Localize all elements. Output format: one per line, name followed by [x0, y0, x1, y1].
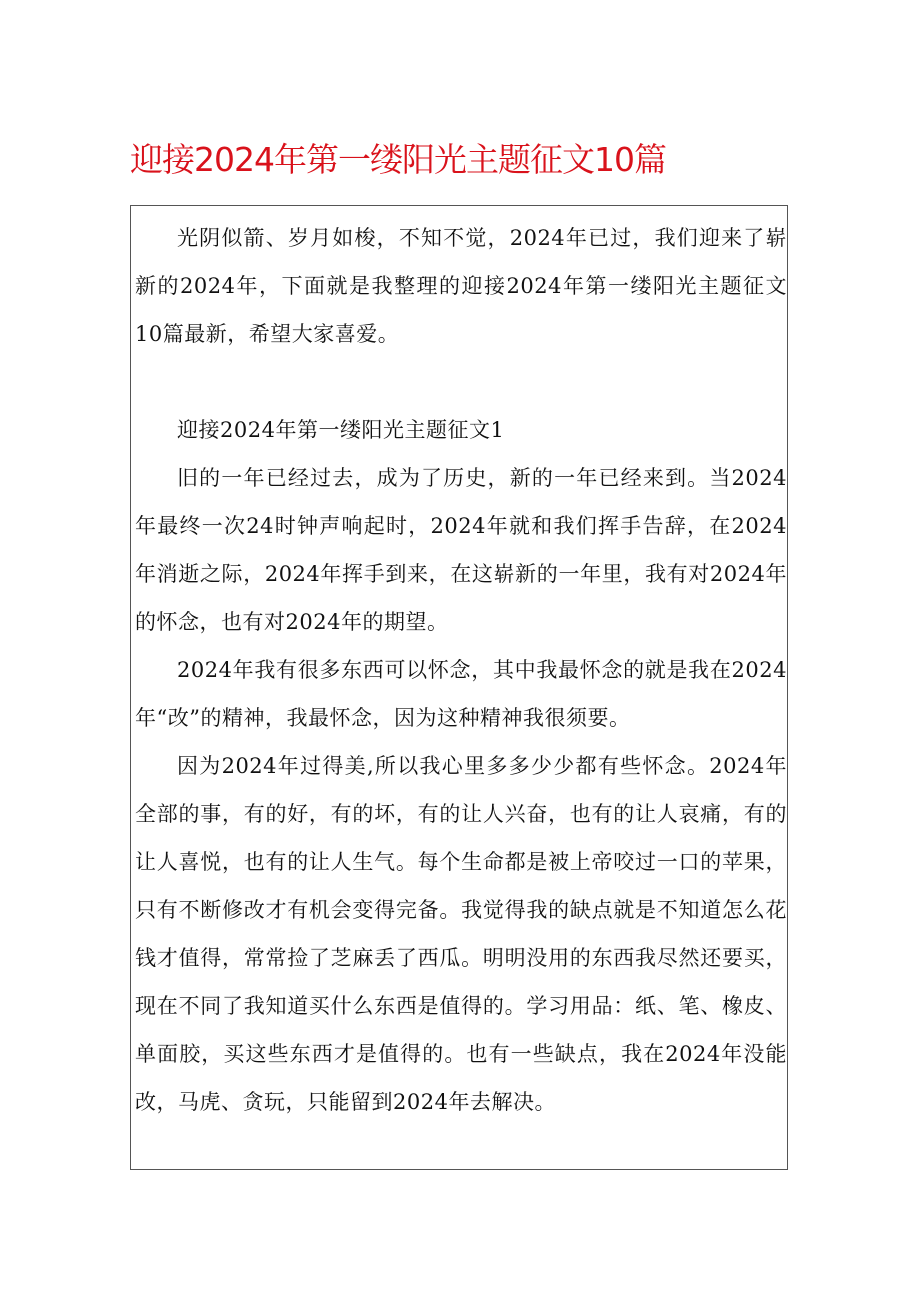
paragraph-spacer [135, 358, 787, 406]
section-heading: 迎接2024年第一缕阳光主题征文1 [177, 418, 505, 442]
document-title: 迎接2024年第一缕阳光主题征文10篇 [130, 140, 666, 179]
body-paragraph-1: 旧的一年已经过去，成为了历史，新的一年已经来到。当2024年最终一次24时钟声响起时，2024年就和我们挥手告辞，在2024年消逝之际，2024年挥手到来，在这崭新的一年里，我有对2024年的怀念，也有对2024年的期望。 [135, 466, 787, 634]
intro-paragraph: 光阴似箭、岁月如梭，不知不觉，2024年已过，我们迎来了崭新的2024年，下面就是我整理的迎接2024年第一缕阳光主题征文10篇最新，希望大家喜爱。 [135, 226, 787, 346]
content-box [130, 205, 788, 1170]
document-body [135, 214, 787, 1126]
body-paragraph-3: 因为2024年过得美,所以我心里多多少少都有些怀念。2024年全部的事，有的好，有的坏，有的让人兴奋，也有的让人哀痛，有的让人喜悦，也有的让人生气。每个生命都是被上帝咬过一口的苹果，只有不断修改才有机会变得完备。我觉得我的缺点就是不知道怎么花钱才值得，常常捡了芝麻丢了西瓜。明明没用的东西我尽然还要买，现在不同了我知道买什么东西是值得的。学习用品：纸、笔、橡皮、单面胶，买这些东西才是值得的。也有一些缺点，我在2024年没能改，马虎、贪玩，只能留到2024年去解决。 [135, 754, 787, 1114]
body-paragraph-2: 2024年我有很多东西可以怀念，其中我最怀念的就是我在2024年“改”的精神，我最怀念，因为这种精神我很须要。 [135, 658, 787, 730]
